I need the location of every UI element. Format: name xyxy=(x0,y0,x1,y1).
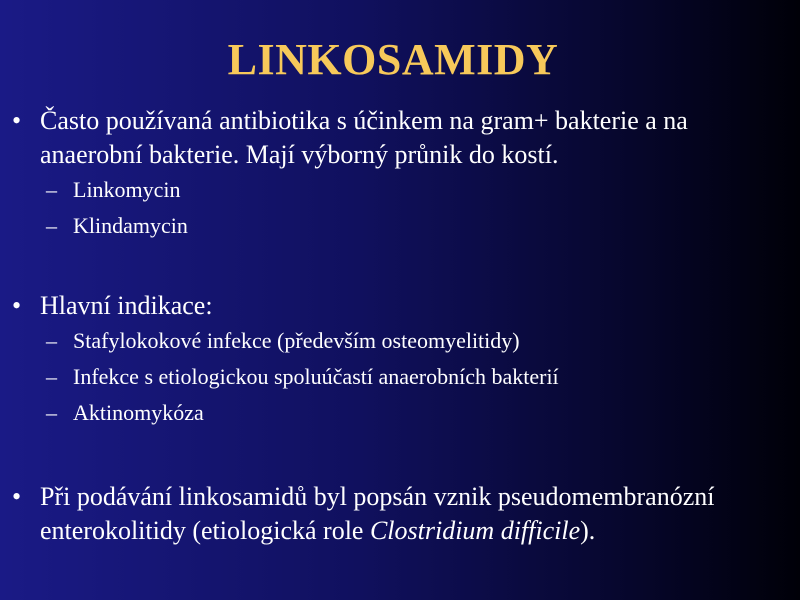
sub-item-text: Aktinomykóza xyxy=(73,400,204,425)
bullet-3-text-main: Při podávání linkosamidů byl popsán vznik pseudomembranózní enterokolitidy (etiologická role xyxy=(40,482,715,545)
bullet-1 xyxy=(12,104,787,244)
bullet-marker: • xyxy=(12,482,22,511)
bullet-3 xyxy=(12,480,787,548)
slide-title: LINKOSAMIDY xyxy=(227,35,559,84)
sub-marker: – xyxy=(46,364,57,389)
bullet-marker: • xyxy=(12,106,22,135)
sub-marker: – xyxy=(46,400,57,425)
sub-item-text: Stafylokokové infekce (především osteomyelitidy) xyxy=(73,328,520,353)
sub-marker: – xyxy=(46,213,57,238)
sub-item-text: Klindamycin xyxy=(73,213,188,238)
sub-item xyxy=(46,395,787,431)
sub-marker: – xyxy=(46,177,57,202)
sub-item-text: Linkomycin xyxy=(73,177,181,202)
bullet-2 xyxy=(12,289,787,431)
bullet-3-text-end: ). xyxy=(580,516,596,545)
bullet-marker: • xyxy=(12,291,22,320)
bullet-1-text: Často používaná antibiotika s účinkem na gram+ bakterie a na anaerobní bakterie. Mají výborný průnik do kostí. xyxy=(40,106,688,169)
sub-item-text: Infekce s etiologickou spoluúčastí anaerobních bakterií xyxy=(73,364,559,389)
sub-item xyxy=(46,359,787,395)
sub-item xyxy=(46,172,787,208)
sub-item xyxy=(46,208,787,244)
organism-name: Clostridium difficile xyxy=(369,516,581,545)
sub-marker: – xyxy=(46,328,57,353)
sub-item xyxy=(46,323,787,359)
bullet-3-text xyxy=(40,480,787,548)
bullet-2-text: Hlavní indikace: xyxy=(40,291,213,320)
